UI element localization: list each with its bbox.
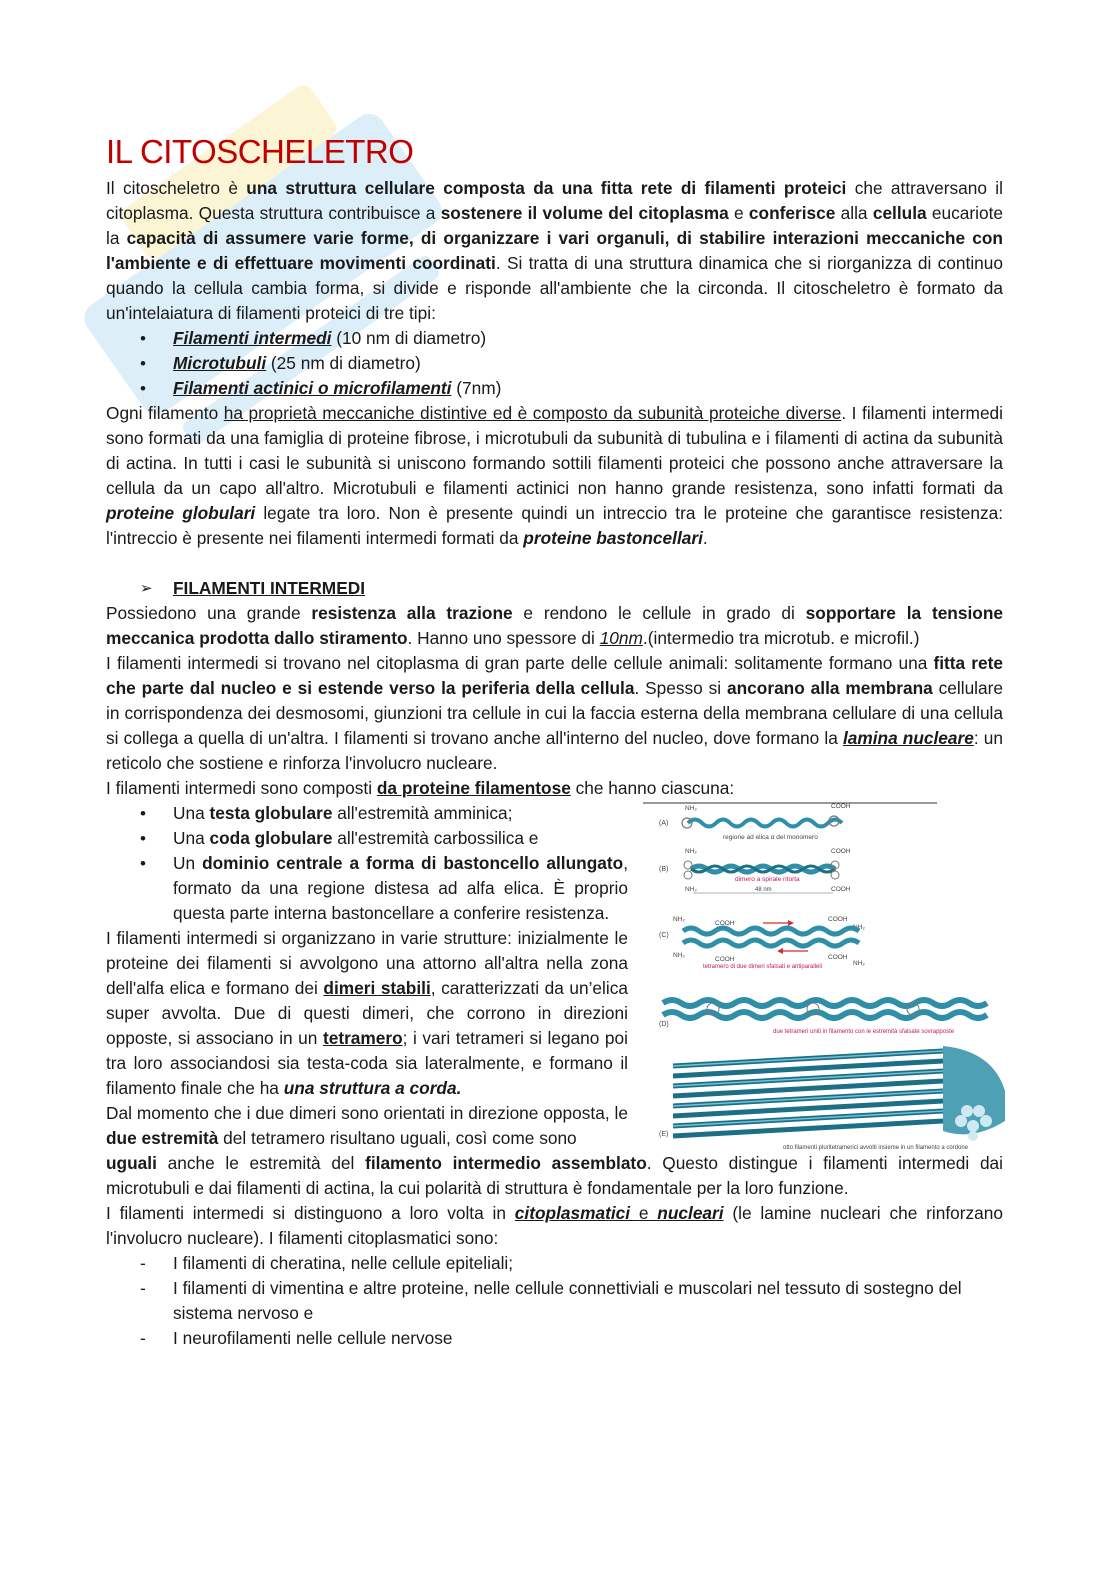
monomer-helix — [688, 820, 842, 827]
tetramer-helix-2 — [683, 940, 859, 946]
fig-cooh-b2: COOH — [831, 886, 851, 893]
fig-caption-b: dimero a spirale ritorta — [735, 876, 800, 883]
kinds-paragraph: I filamenti intermedi si distinguono a loro volta in citoplasmatici e nucleari (le lamine nucleari che rinforzano l'involucro nucleare). I filamenti citoplasmatici sono: — [106, 1203, 1003, 1248]
fig-nh2-b1: NH₂ — [685, 848, 697, 855]
list-item: • Microtubuli (25 nm di diametro) — [106, 351, 1003, 376]
fig-cooh-c3: COOH — [828, 916, 848, 923]
fig-label-e: (E) — [659, 1131, 669, 1138]
organization-paragraph: I filamenti intermedi si organizzano in varie strutture: inizialmente le proteine dei filamenti si avvolgono una attorno all'altra nella zona dell'alfa elica e formano dei dimeri stabili, caratterizzati da un’elica super avvolta. Due di questi dimeri, che corrono in direzioni opposte, si associano in un tetramero; i vari tetrameri si legano poi tra loro associandosi sia testa-coda sia lateralmente, e formano il filamento finale che ha una struttura a corda. — [106, 928, 628, 1098]
intermediate-paragraph-3: I filamenti intermedi sono composti da proteine filamentose che hanno ciascuna: — [106, 778, 735, 798]
polarity-paragraph-start: Dal momento che i due dimeri sono orientati in direzione opposta, le due estremità del tetramero risultano uguali, così come sono — [106, 1103, 628, 1148]
fig-cooh-c4: COOH — [828, 954, 848, 961]
fig-caption-c: tetramero di due dimeri sfalsati e antiparalleli — [703, 964, 823, 970]
fig-nh2-b2: NH₂ — [685, 886, 697, 893]
fig-length-b: 48 nm — [755, 887, 772, 893]
fig-nh2-c1: NH₂ — [673, 916, 685, 923]
fig-nh2-c3: NH₂ — [853, 924, 865, 931]
protein-parts-list — [106, 801, 628, 926]
list-item: • Filamenti actinici o microfilamenti (7nm) — [106, 376, 1003, 401]
fig-caption-e: otto filamenti pluritetramerici avvolti insieme in un filamento a cordone — [783, 1145, 969, 1151]
fig-caption-d: due tetrameri uniti in filamento con le estremità sfalsate sovrapposte — [773, 1029, 955, 1035]
filament-types-list — [106, 326, 1003, 401]
fig-nh2-c4: NH₂ — [853, 960, 865, 967]
fig-label-b: (B) — [659, 866, 669, 873]
fig-label-a: (A) — [659, 820, 669, 827]
section-heading: ➢ FILAMENTI INTERMEDI — [106, 576, 1003, 601]
fig-nh2-a: NH₂ — [685, 805, 697, 812]
intro-paragraph: Il citoscheletro è una struttura cellulare composta da una fitta rete di filamenti proteici che attraversano il citoplasma. Questa struttura contribuisce a sostenere il volume del citoplasma e conferisce alla cellula eucariote la capacità di assumere varie forme, di organizzare i vari organuli, di stabilire interazioni meccaniche con l'ambiente e di effettuare movimenti coordinati. Si tratta di una struttura dinamica che si riorganizza di continuo quando la cellula cambia forma, si divide e risponde all'ambiente che la circonda. Il citoscheletro è formato da un'intelaiatura di filamenti proteici di tre tipi: — [106, 178, 1003, 323]
tetramer-helix-1 — [683, 928, 859, 934]
document-page — [106, 130, 1003, 1351]
arrow-bullet-icon: ➢ — [140, 580, 153, 597]
rope-cross-section — [943, 1046, 1005, 1141]
list-item: • Una coda globulare all'estremità carbossilica e — [106, 826, 628, 851]
properties-paragraph: Ogni filamento ha proprietà meccaniche distintive ed è composto da subunità proteiche diverse. I filamenti intermedi sono formati da una famiglia di proteine fibrose, i microtubuli da subunità di tubulina e i filamenti di actina da subunità di actina. In tutti i casi le subunità si uniscono formando sottili filamenti proteici che possono anche attraversare la cellula da un capo all'altro. Microtubuli e filamenti actinici non hanno grande resistenza, sono infatti formati da proteine globulari legate tra loro. Non è presente quindi un intreccio tra le proteine che garantisce resistenza: l'intreccio è presente nei filamenti intermedi formati da proteine bastoncellari. — [106, 403, 1004, 548]
filament-assembly-figure — [643, 801, 1015, 1156]
fig-cooh-c1: COOH — [715, 920, 735, 927]
list-item: - I neurofilamenti nelle cellule nervose — [106, 1326, 1003, 1351]
page-title: IL CITOSCHELETRO — [106, 133, 414, 170]
list-item: - I filamenti di cheratina, nelle cellule epiteliali; — [106, 1251, 1003, 1276]
list-item: - I filamenti di vimentina e altre proteine, nelle cellule connettiviali e muscolari nel tessuto di sostegno del sistema nervoso e — [106, 1276, 1003, 1326]
list-item: • Una testa globulare all'estremità amminica; — [106, 801, 628, 826]
fig-cooh-b1: COOH — [831, 848, 851, 855]
intermediate-paragraph-2: I filamenti intermedi si trovano nel citoplasma di gran parte delle cellule animali: solitamente formano una fitta rete che parte dal nucleo e si estende verso la periferia della cellula. Spesso si ancorano alla membrana cellulare in corrispondenza dei desmosomi, giunzioni tra cellule in cui la faccia esterna della membrana cellulare di una cellula si collega a quella di un'altra. I filamenti si trovano anche all'interno del nucleo, dove formano la lamina nucleare: un reticolo che sostiene e rinforza l'involucro nucleare. — [106, 653, 1003, 773]
list-item: • Filamenti intermedi (10 nm di diametro) — [106, 326, 1003, 351]
fig-label-c: (C) — [659, 932, 669, 939]
fig-nh2-c2: NH₂ — [673, 952, 685, 959]
cytoplasmic-filaments-list — [106, 1251, 1003, 1351]
fig-label-d: (D) — [659, 1021, 669, 1028]
fig-cooh-a: COOH — [831, 803, 851, 810]
intermediate-paragraph-1: Possiedono una grande resistenza alla trazione e rendono le cellule in grado di sopportare la tensione meccanica prodotta dallo stiramento. Hanno uno spessore di 10nm.(intermedio tra microtub. e microfil.) — [106, 603, 1004, 648]
polarity-paragraph-end: uguali anche le estremità del filamento intermedio assemblato. Questo distingue i filamenti intermedi dai microtubuli e dai filamenti di actina, la cui polarità di struttura è fondamentale per la loro funzione. — [106, 1153, 1004, 1198]
list-item: • Un dominio centrale a forma di bastoncello allungato, formato da una regione distesa ad alfa elica. È proprio questa parte interna bastoncellare a conferire resistenza. — [106, 851, 628, 926]
fig-cooh-c2: COOH — [715, 956, 735, 963]
fig-caption-a: regione ad elica α del monomero — [723, 834, 818, 841]
